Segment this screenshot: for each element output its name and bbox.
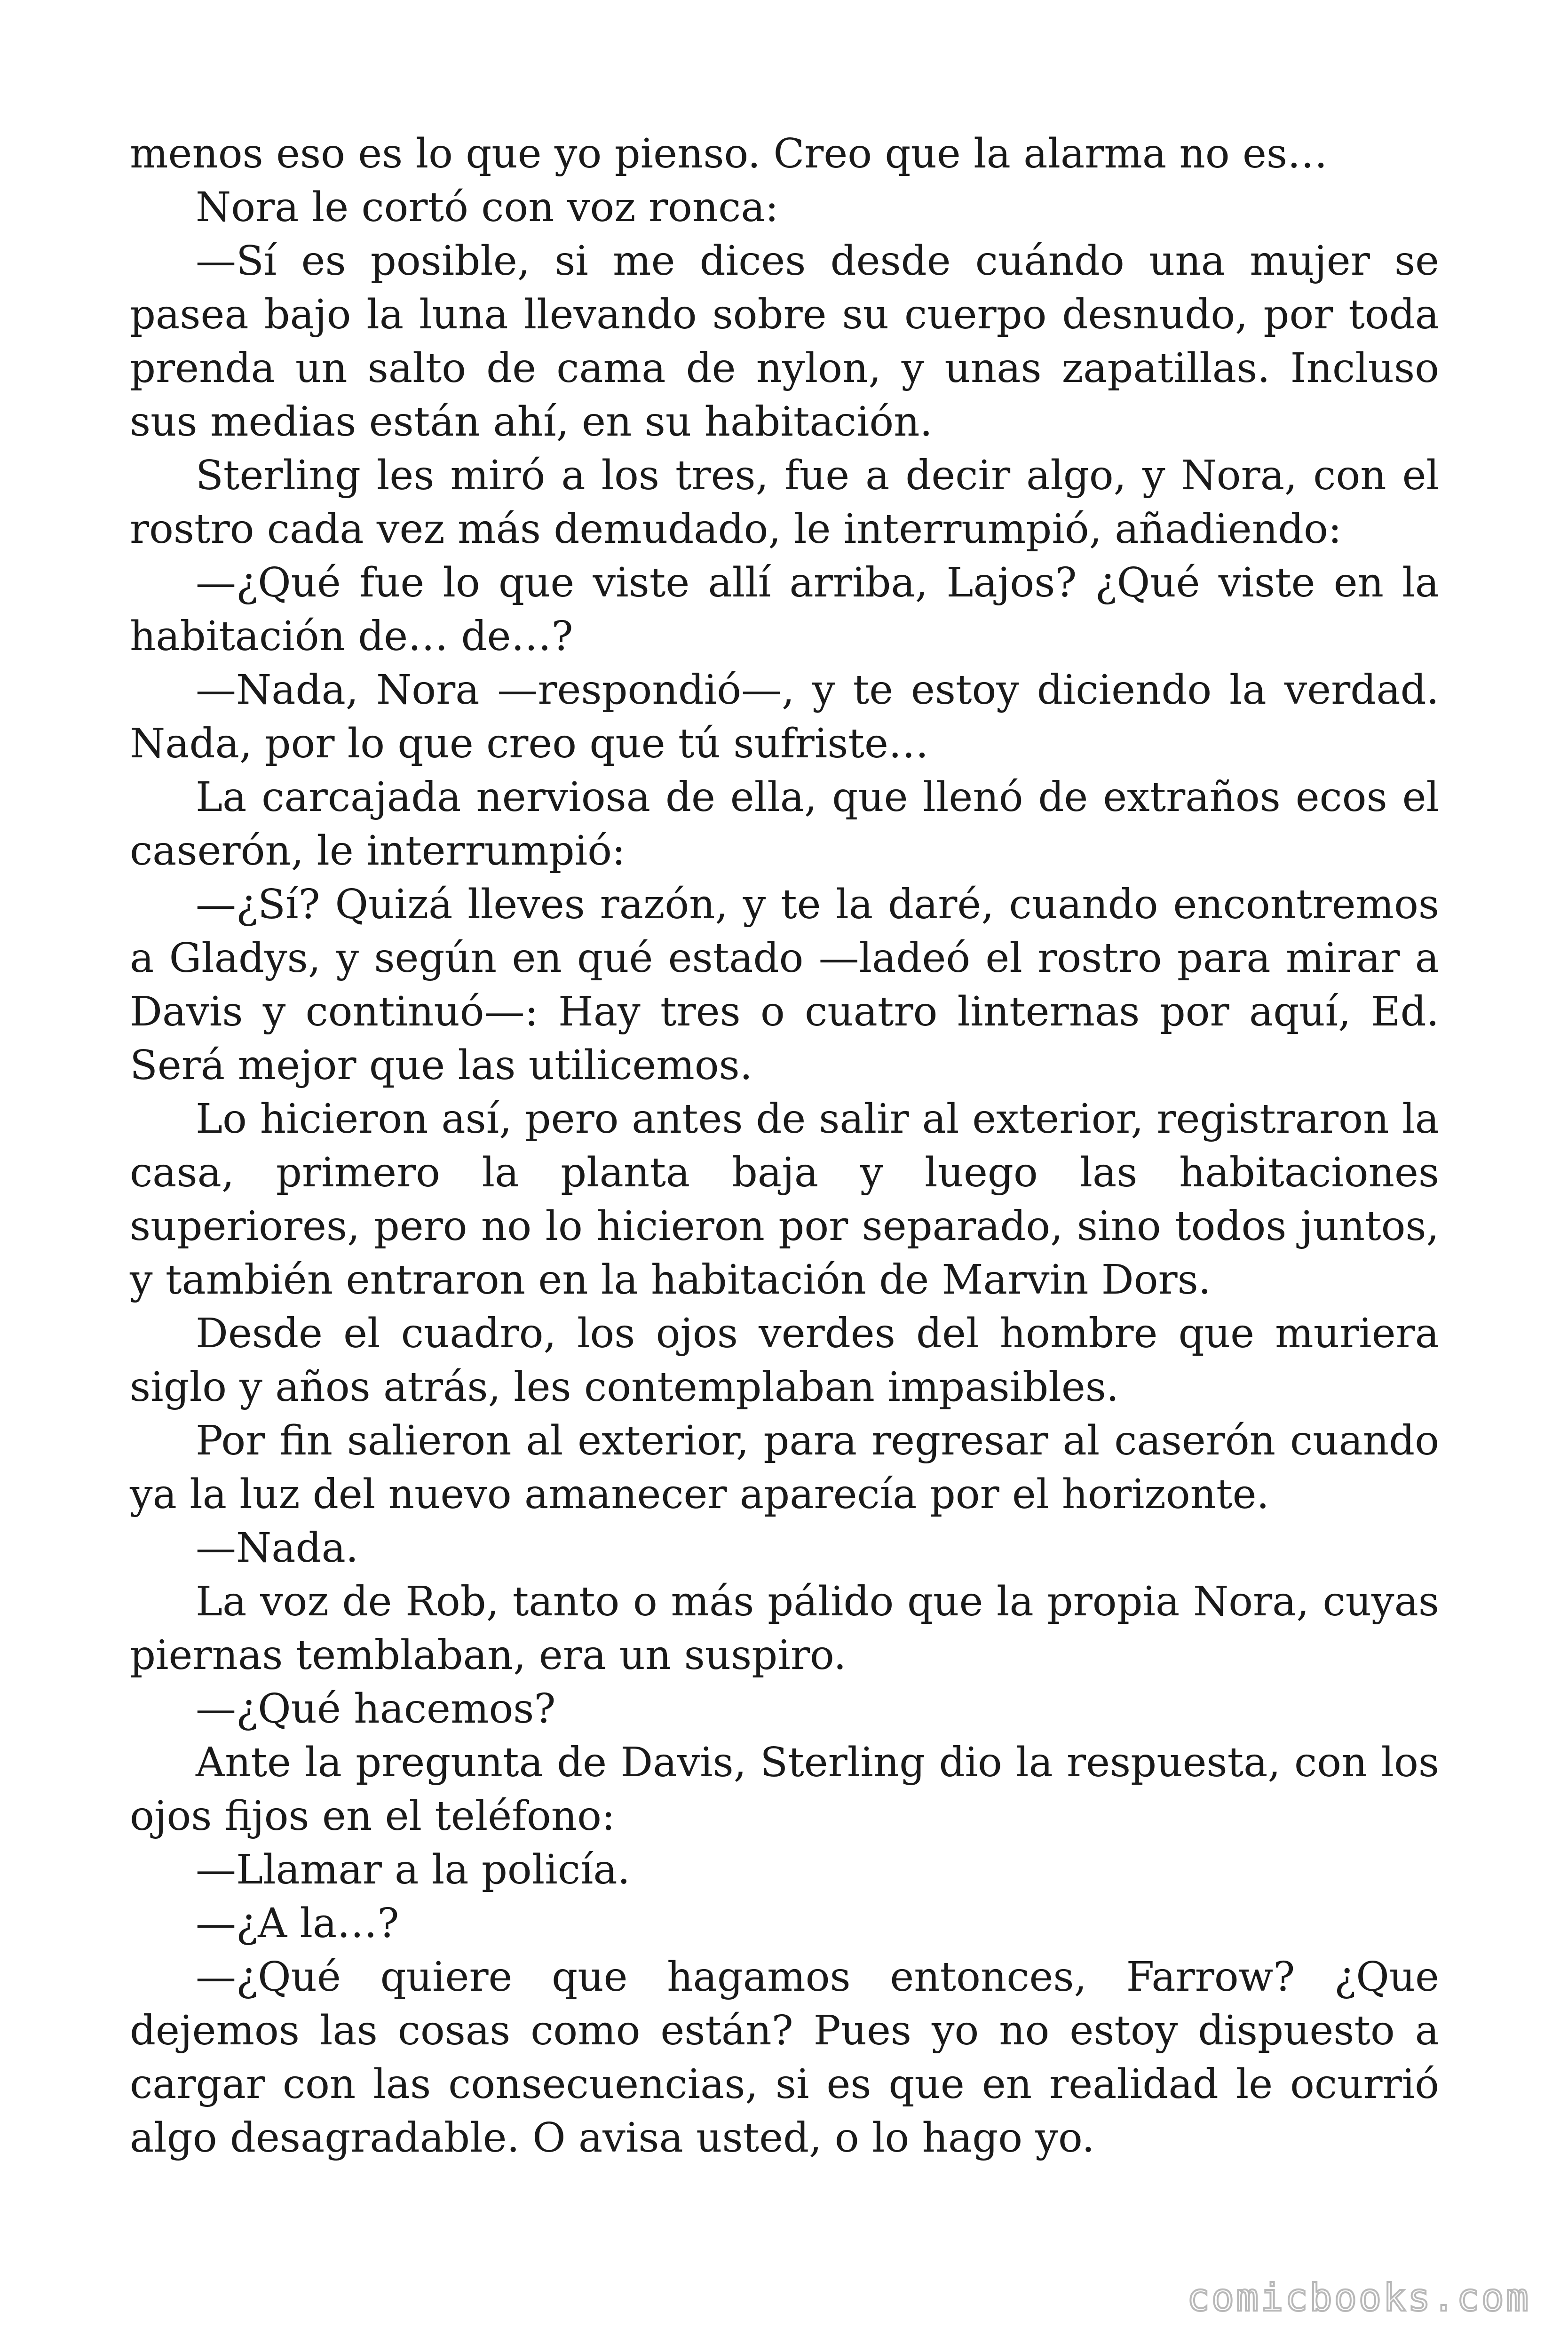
paragraph: Por fin salieron al exterior, para regresar al caserón cuando ya la luz del nuevo amanecer aparecía por el horizonte. (130, 1417, 1439, 1518)
paragraph: menos eso es lo que yo pienso. Creo que la alarma no es… (130, 130, 1328, 177)
paragraph: Sterling les miró a los tres, fue a decir algo, y Nora, con el rostro cada vez más demudado, le interrumpió, añadiendo: (130, 452, 1439, 553)
paragraph: —¿A la…? (196, 1900, 399, 1947)
paragraph: —Sí es posible, si me dices desde cuándo una mujer se pasea bajo la luna llevando sobre su cuerpo desnudo, por toda prenda un salto de cama de nylon, y unas zapatillas. Incluso sus medias están ahí, en su habitación. (130, 238, 1439, 445)
watermark: comicbooks.com (1187, 2276, 1530, 2320)
paragraph: Nora le cortó con voz ronca: (196, 184, 779, 231)
paragraph: —¿Qué hacemos? (196, 1685, 556, 1732)
paragraph: Lo hicieron así, pero antes de salir al exterior, registraron la casa, primero la planta baja y luego las habitaciones superiores, pero no lo hicieron por separado, sino todos juntos, y también entraron en la habitación de Marvin Dors. (130, 1096, 1439, 1303)
paragraph: —¿Sí? Quizá lleves razón, y te la daré, cuando encontremos a Gladys, y según en qué estado —ladeó el rostro para mirar a Davis y continuó—: Hay tres o cuatro linternas por aquí, Ed. Será mejor que las utilicemos. (130, 881, 1439, 1089)
paragraph: La carcajada nerviosa de ella, que llenó de extraños ecos el caserón, le interrumpió: (130, 774, 1439, 874)
paragraph: La voz de Rob, tanto o más pálido que la propia Nora, cuyas piernas temblaban, era un suspiro. (130, 1578, 1439, 1679)
page-text (130, 127, 1439, 2165)
paragraph: —Nada, Nora —respondió—, y te estoy diciendo la verdad. Nada, por lo que creo que tú sufriste… (130, 667, 1439, 767)
paragraph: —¿Qué fue lo que viste allí arriba, Lajos? ¿Qué viste en la habitación de… de…? (130, 559, 1439, 660)
paragraph: —Nada. (196, 1525, 359, 1572)
paragraph: —¿Qué quiere que hagamos entonces, Farrow? ¿Que dejemos las cosas como están? Pues yo no estoy dispuesto a cargar con las consecuencias, si es que en realidad le ocurrió algo desagradable. O avisa usted, o lo hago yo. (130, 1954, 1439, 2161)
paragraph: Ante la pregunta de Davis, Sterling dio la respuesta, con los ojos fijos en el teléfono: (130, 1739, 1439, 1840)
paragraph: Desde el cuadro, los ojos verdes del hombre que muriera siglo y años atrás, les contemplaban impasibles. (130, 1310, 1439, 1411)
paragraph: —Llamar a la policía. (196, 1846, 630, 1893)
